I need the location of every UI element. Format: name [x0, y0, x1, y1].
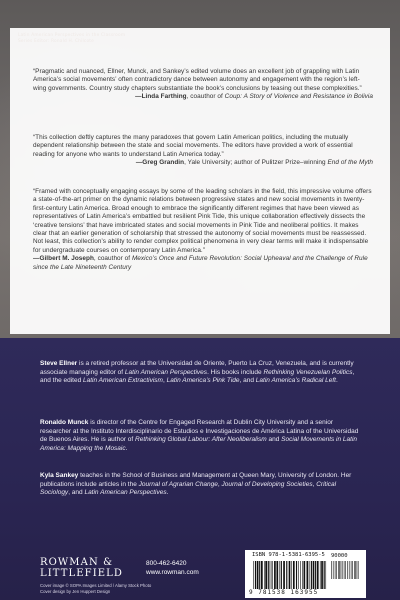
endorser-affiliation: , coauthor of: [93, 255, 132, 263]
addon-barcode-bars: [331, 561, 359, 579]
isbn-barcode: [245, 550, 366, 598]
series-info: [18, 33, 125, 45]
bio-text: is director of the Centre for Engaged Research at Dublin City University and a senior researcher at the Instituto Interdisciplinario de Estudios e Investigaciones de América Latina of the Universidad de Buenos Aires. He is author of: [40, 419, 359, 444]
bio-text: , and: [68, 489, 85, 497]
endorsement-2: [33, 134, 373, 168]
series-editor: Series Editor: Ronald H. Chilcote: [18, 39, 95, 44]
isbn-label: ISBN 978-1-5381-6395-5: [252, 552, 325, 558]
bio-text: and: [266, 436, 282, 444]
bio-steve-ellner: [40, 360, 365, 386]
series-title: Latin American Perspectives in the Classroom: [18, 33, 126, 38]
endorsement-text: “Pragmatic and nuanced, Ellner, Munck, and Sankey’s edited volume does an excellent job of grappling with Latin America’s social movements’ often contradictory dance between autonomy and engagement with the region’s left-wing governments. Country study chapters substantiate the book’s conclusions by teasing out these complexities.”: [33, 68, 362, 92]
bio-text: is a retired professor at the Universidad de Oriente, Puerto La Cruz, Venezuela, and is currently associate managing editor of: [40, 360, 354, 376]
bio-name: Kyla Sankey: [40, 472, 79, 479]
endorser-name: —Gilbert M. Joseph: [33, 255, 94, 263]
endorser-work: Mexico’s Once and Future Revolution: Social Upheaval and the Challenge of Rule since the Late Nineteenth Century: [33, 255, 368, 271]
endorser-work: End of the Myth: [327, 159, 373, 167]
bio-text: .: [166, 489, 169, 497]
publisher-name-line1: ROWMAN &: [40, 557, 114, 568]
bio-title: Rethinking Venezuelan Politics: [263, 368, 353, 376]
cover-credits: [40, 583, 151, 595]
bio-title: Journal of Developing Societies: [221, 480, 313, 488]
endorsement-attribution: [33, 93, 373, 101]
bio-text: . His books include: [207, 368, 264, 376]
endorser-affiliation: , coauthor of: [186, 93, 225, 101]
bio-text: .: [125, 445, 128, 453]
bio-title: Latin American Perspectives: [124, 368, 208, 376]
publisher-name-line2: LITTLEFIELD: [40, 568, 124, 579]
endorsement-text: “Framed with conceptually engaging essays by some of the leading scholars in the field, this impressive volume offers a state-of-the-art primer on the dynamic relations between progressive states and new social movements in twenty-first-century Latin America. Broad enough to embrace the significantly different regimes that have been viewed as representatives of Latin America’s embattled but resilient Pink Tide, this unique collaboration effectively dissects the ‘creative tensions’ that have imbricated states and social movements in Pink Tide and neoliberal politics. It makes clear that an earlier generation of scholarship that stressed the autonomy of social movements must be reassessed. Not least, this collection’s ability to render complex political phenomena in very clear terms will make it indispensable for undergraduate courses on contemporary Latin America.”: [33, 188, 372, 254]
bio-text: ,: [217, 480, 222, 488]
bio-text: ,: [162, 377, 167, 385]
bio-text: ,: [312, 480, 317, 488]
bio-title: Critical Sociology: [40, 480, 337, 497]
bio-title: Rethinking Global Labour: After Neoliberalism: [135, 436, 267, 444]
bio-title: Latin American Perspectives: [84, 489, 167, 497]
endorser-affiliation: , Yale University; author of Pulitzer Prize–winning: [184, 159, 328, 167]
bio-title: Latin America’s Pink Tide: [166, 377, 240, 385]
endorser-work: Coup: A Story of Violence and Resistance in Bolivia: [224, 93, 373, 101]
endorsement-1: [33, 68, 373, 102]
publisher-contact: [146, 559, 199, 577]
endorser-name: —Linda Farthing: [135, 93, 187, 101]
bio-text: .: [336, 377, 338, 385]
endorsement-text: “This collection deftly captures the many paradoxes that govern Latin American politics, including the mutually dependent relationship between the state and social movements. The editors have provided a work of essential reading for anyone who wants to understand Latin America today.”: [33, 134, 353, 158]
bio-title: Journal of Agrarian Change: [138, 480, 218, 488]
bio-title: Social Movements in Latin America: Mapping the Mosaic: [40, 436, 358, 453]
bio-text: teaches in the School of Business and Management at Queen Mary, University of London. Her publications include articles in the: [40, 472, 352, 488]
barcode-number: 9 781538 163955: [249, 589, 319, 596]
endorsement-3: [33, 188, 373, 272]
publisher-phone: 800-462-6420: [146, 560, 187, 567]
cover-design-credit: Cover design by Jen Huppert Design: [40, 589, 111, 594]
cover-image-credit: Cover image © SOPA Images Limited / Alamy Stock Photo: [40, 583, 152, 588]
barcode-bars: [253, 561, 327, 589]
bio-name: Ronaldo Munck: [40, 419, 89, 426]
publisher-logo: [40, 557, 135, 579]
endorser-name: —Greg Grandin: [135, 159, 185, 167]
bio-title: Latin America’s Radical Left: [255, 377, 336, 385]
bio-ronaldo-munck: [40, 419, 365, 454]
bio-text: , and: [239, 377, 256, 385]
price-addon-code: 90000: [331, 553, 348, 559]
bio-text: , and the edited: [40, 368, 355, 385]
bio-name: Steve Ellner: [40, 360, 78, 367]
bio-title: Latin American Extractivism: [83, 377, 163, 385]
author-bio-section: [0, 338, 400, 600]
endorsement-attribution: [33, 159, 373, 167]
publisher-url: www.rowman.com: [146, 569, 199, 576]
bio-kyla-sankey: [40, 472, 365, 498]
endorsement-attribution: [33, 255, 373, 272]
